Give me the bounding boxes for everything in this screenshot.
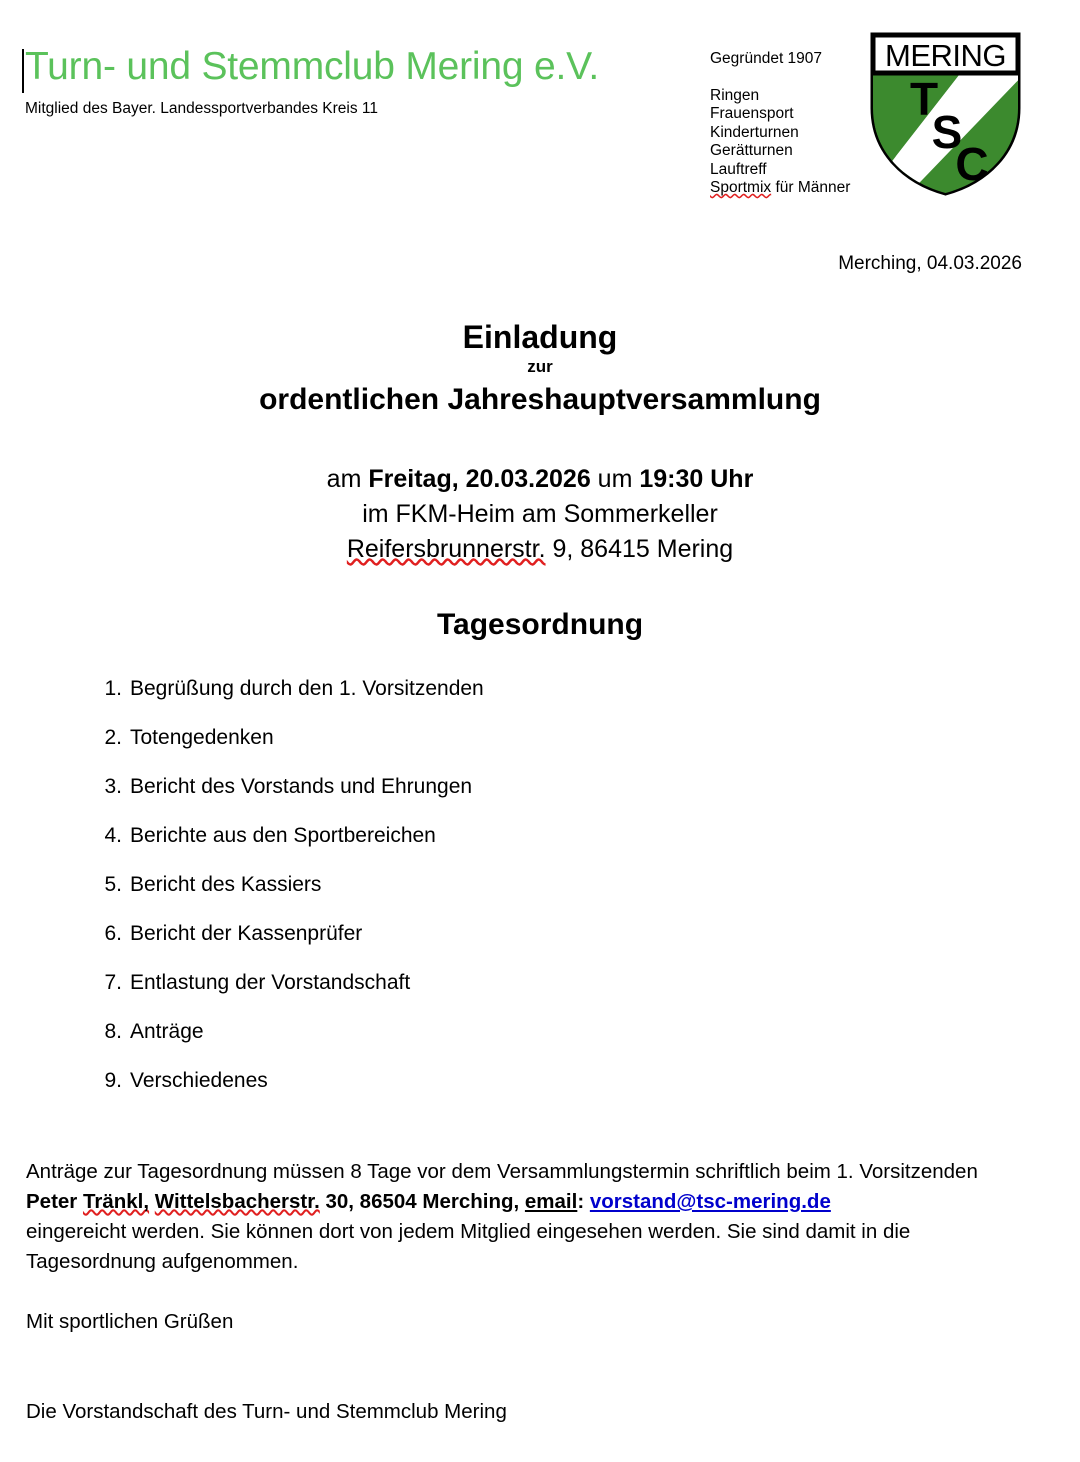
email-label: email <box>524 1190 578 1213</box>
sport-label-misspelled: Sportmix <box>710 179 772 196</box>
sport-label: Lauftreff <box>710 160 767 178</box>
meeting-prefix: am <box>326 465 369 493</box>
logo-letter-s: S <box>931 106 963 158</box>
agenda-item-label: Verschiedenes <box>130 1069 268 1092</box>
sport-label-suffix: für Männer <box>771 179 851 196</box>
meeting-details <box>0 462 1080 567</box>
sport-label: Frauensport <box>710 105 794 122</box>
signature-line: Die Vorstandschaft des Turn- und Stemmclub Mering <box>26 1400 507 1423</box>
title-line-einladung: Einladung <box>462 319 618 355</box>
agenda-item-label: Entlastung der Vorstandschaft <box>130 971 411 994</box>
agenda-item-label: Berichte aus den Sportbereichen <box>130 824 436 847</box>
logo-letter-t: T <box>909 73 939 125</box>
page-title <box>0 318 1080 420</box>
list-item <box>96 774 996 800</box>
list-item <box>96 823 996 849</box>
meeting-venue: im FKM-Heim am Sommerkeller <box>362 500 718 528</box>
list-item <box>710 105 850 124</box>
meeting-datetime-line <box>0 462 1080 497</box>
list-item <box>710 161 850 180</box>
agenda-item-label: Totengedenken <box>130 726 274 749</box>
meeting-time: 19:30 Uhr <box>639 465 754 493</box>
paragraph-spacer <box>26 1337 1026 1367</box>
agenda-list <box>58 676 996 1117</box>
contact-line <box>26 1187 1026 1217</box>
agenda-item-label: Bericht der Kassenprüfer <box>130 922 363 945</box>
motion-deadline-paragraph: Anträge zur Tagesordnung müssen 8 Tage vor dem Versammlungstermin schriftlich beim 1. Vorsitzenden <box>26 1160 978 1183</box>
club-title-row <box>22 44 682 93</box>
list-item <box>96 921 996 947</box>
list-item <box>96 970 996 996</box>
club-logo <box>868 30 1023 198</box>
email-colon: : <box>577 1190 590 1213</box>
paragraph-spacer <box>26 1367 1026 1397</box>
contact-surname-misspelled: Tränkl, <box>82 1190 150 1213</box>
list-item <box>710 124 850 143</box>
meeting-mid: um <box>590 465 640 493</box>
shield-icon <box>868 30 1023 198</box>
club-subtitle: Mitglied des Bayer. Landessportverbandes Kreis 11 <box>25 100 378 117</box>
contact-name-prefix: Peter <box>26 1190 83 1213</box>
list-item <box>710 142 850 161</box>
list-item <box>710 87 850 106</box>
title-line-zur: zur <box>527 357 553 376</box>
meeting-address-rest: 9, 86415 Mering <box>545 535 734 563</box>
founded-year: Gegründet 1907 <box>710 50 823 67</box>
meeting-street-misspelled: Reifersbrunnerstr. <box>346 535 546 563</box>
agenda-item-label: Bericht des Vorstands und Ehrungen <box>130 775 473 798</box>
list-item <box>96 725 996 751</box>
list-item <box>96 1019 996 1045</box>
contact-street-misspelled: Wittelsbacherstr. <box>154 1190 320 1213</box>
sport-label: Kinderturnen <box>710 123 799 141</box>
meeting-date: Freitag, 20.03.2026 <box>368 465 591 493</box>
agenda-heading: Tagesordnung <box>436 608 644 641</box>
logo-banner-text: MERING <box>885 38 1006 73</box>
footer-body <box>26 1157 1026 1427</box>
email-link[interactable]: vorstand@tsc-mering.de <box>589 1190 831 1213</box>
list-item <box>710 179 850 198</box>
paragraph-spacer <box>26 1277 1026 1307</box>
agenda-item-label: Bericht des Kassiers <box>130 873 322 896</box>
sport-label: Gerätturnen <box>710 142 793 159</box>
list-item <box>96 872 996 898</box>
meeting-address-line <box>0 532 1080 567</box>
motion-inspection-paragraph: eingereicht werden. Sie können dort von jedem Mitglied eingesehen werden. Sie sind damit in die Tagesordnung aufgenommen. <box>26 1220 911 1273</box>
closing-greeting: Mit sportlichen Grüßen <box>26 1310 234 1333</box>
club-info-block <box>710 50 850 198</box>
letterhead <box>0 0 1080 225</box>
list-item <box>96 676 996 702</box>
text-cursor-caret <box>22 49 24 93</box>
agenda-item-label: Anträge <box>130 1020 204 1043</box>
club-name: Turn- und Stemmclub Mering e.V. <box>25 45 600 88</box>
club-identity <box>22 44 682 118</box>
list-item <box>96 1068 996 1094</box>
logo-letter-c: C <box>955 138 989 190</box>
sport-label: Ringen <box>710 86 760 104</box>
place-and-date: Merching, 04.03.2026 <box>838 253 1022 274</box>
sports-divisions-list <box>710 87 850 198</box>
title-line-subject: ordentlichen Jahreshauptversammlung <box>259 383 821 416</box>
agenda-item-label: Begrüßung durch den 1. Vorsitzenden <box>130 677 484 700</box>
contact-address-rest: 30, 86504 Merching, <box>319 1190 525 1213</box>
